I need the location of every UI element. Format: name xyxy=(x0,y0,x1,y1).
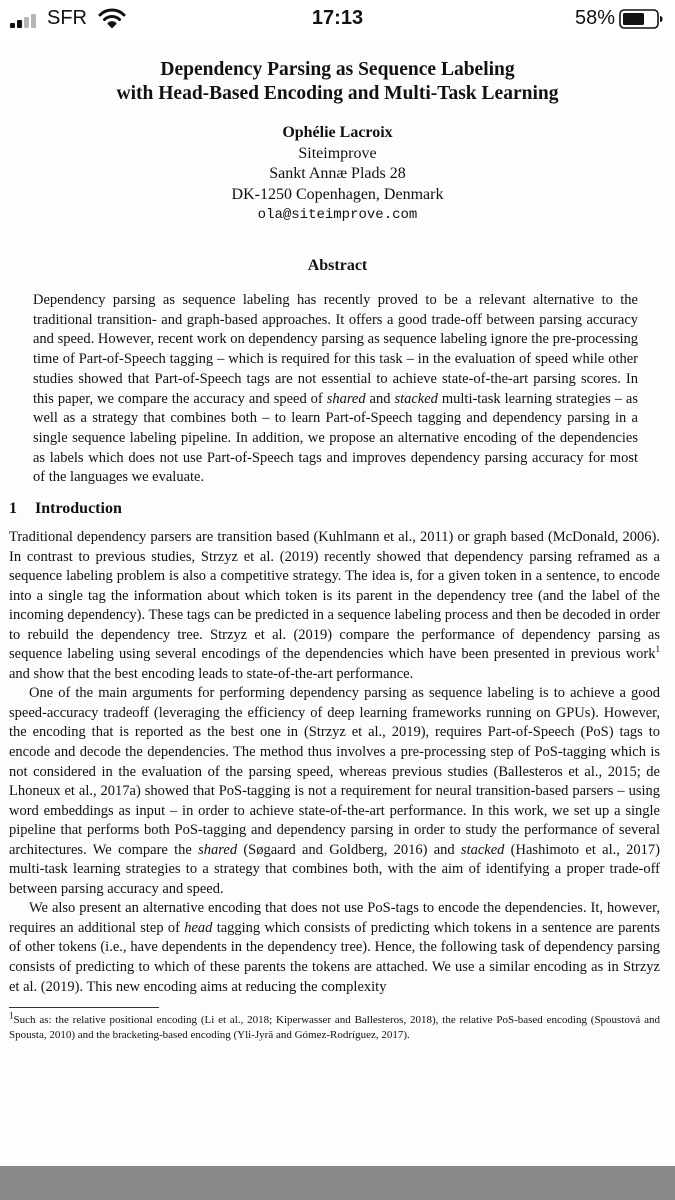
section-number: 1 xyxy=(9,500,17,517)
section-heading xyxy=(9,500,122,518)
battery-icon xyxy=(619,9,663,29)
footnote-mark: 1 xyxy=(9,1010,14,1021)
status-bar xyxy=(0,0,675,38)
paper-title: Dependency Parsing as Sequence Labeling with Head-Based Encoding and Multi-Task Learning xyxy=(116,59,559,104)
author-address-street: Sankt Annæ Plads 28 xyxy=(269,165,406,182)
footnote-divider xyxy=(9,1007,159,1008)
clock: 17:13 xyxy=(311,7,364,29)
abstract-heading: Abstract xyxy=(307,257,368,274)
author-address-city: DK-1250 Copenhagen, Denmark xyxy=(231,185,444,203)
paragraph: Traditional dependency parsers are transition based (Kuhlmann et al., 2011) or graph based (McDonald, 2006). In contrast to previous studies, Strzyz et al. (2019) recently showed that dependency parsing reframed as a sequence labeling problem is also a competitive strategy. The idea is, for a given token in a sentence, to encode into a single tag the information about which token is its parent in the dependency tree (and the label of the incoming dependency). These tags can be predicted in a sequence labeling process and then be decoded in order to rebuild the dependency tree. Strzyz et al. (2019) compare the performance of dependency parsing as sequence labeling using several encodings of the dependencies which have been presented in previous work$^1$ and show that the best encoding leads to state-of-the-art performance. xyxy=(9,529,660,682)
abstract-text: Dependency parsing as sequence labeling has recently proved to be a relevant alternative to the traditional transition- and graph-based approaches. It offers a good trade-off between parsing accuracy and speed. However, recent work on dependency parsing as sequence labeling ignore the pre-processing time of Part-of-Speech tagging – which is required for this task – in the evaluation of speed while other studies showed that Part-of-Speech tags are not essential to achieve state-of-the-art parsing scores. In this paper, we compare the accuracy and speed of shared and stacked multi-task learning strategies – as well as a strategy that combines both – to learn Part-of-Speech tagging and dependency parsing in a single sequence labeling pipeline. In addition, we propose an alternative encoding of the dependencies as labels which does not use Part-of-Speech tags and improves dependency parsing accuracy for most of the languages we evaluate. xyxy=(33,292,638,486)
author-block xyxy=(0,123,675,226)
author-email: ola@siteimprove.com xyxy=(257,207,418,223)
battery-percent: 58% xyxy=(574,7,615,29)
paragraph: We also present an alternative encoding that does not use PoS-tags to encode the dependencies. It, however, requires an additional step of head tagging which consists of predicting which tokens in a sentence are parents of other tokens (i.e., have dependents in the dependency tree). Hence, the following task of dependency parsing consists of predicting to which of these parents the tokens are attached. We use a similar encoding as in Strzyz et al. (2019). This new encoding aims at reducing the complexity xyxy=(9,900,660,995)
footnote-ref: 1 xyxy=(655,644,660,655)
footnote: $^1$Such as: the relative positional encoding (Li et al., 2018; Kiperwasser and Ballesteros, 2018), the relative PoS-based encoding (Spoustová and Spousta, 2010) and the bracketing-based encoding (Yli-Jyrä and Gómez-Rodríguez, 2017). xyxy=(9,1010,660,1041)
paragraph: One of the main arguments for performing dependency parsing as sequence labeling is to achieve a good speed-accuracy tradeoff (leveraging the efficiency of deep learning frameworks running on GPUs). However, the encoding that is reported as the best one in (Strzyz et al., 2019), requires Part-of-Speech (PoS) tags to encode and decode the dependencies. The method thus involves a pre-processing step of PoS-tagging which is not considered in the evaluation of the parsing speed, whereas previous studies (Ballesteros et al., 2015; de Lhoneux et al., 2017a) showed that PoS-tagging is not a requirement for neural transition-based parsers – using word embeddings as input – in order to achieve state-of-the-art performance. In this work, we set up a single pipeline that performs both PoS-tagging and dependency parsing in order to study the performance of several architectures. We compare the shared (Søgaard and Goldberg, 2016) and stacked (Hashimoto et al., 2017) multi-task learning strategies to a strategy that combines both, with the aim of identifying a proper trade-off between parsing accuracy and speed. xyxy=(9,685,660,897)
carrier-label: SFR xyxy=(47,7,87,29)
pdf-page[interactable] xyxy=(0,40,675,1165)
bottom-toolbar xyxy=(0,1166,675,1200)
author-name: Ophélie Lacroix xyxy=(282,124,393,141)
section-title: Introduction xyxy=(35,500,122,517)
author-affiliation: Siteimprove xyxy=(298,144,377,162)
introduction-body xyxy=(9,528,660,997)
